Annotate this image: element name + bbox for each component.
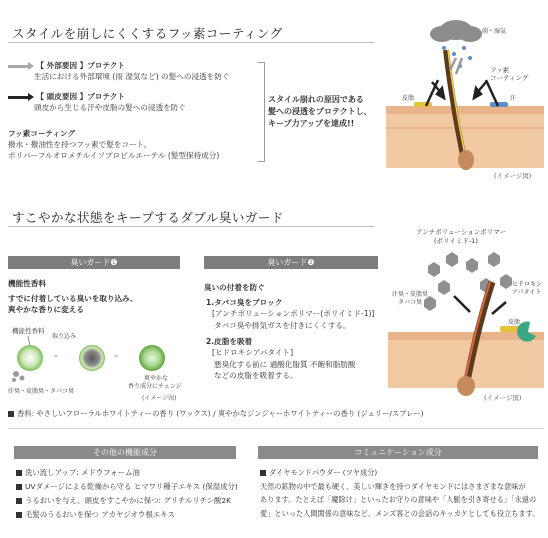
coating-desc2: ポリパーフルオロメチルイソプロピルエーテル (髪型保持成分) [8,151,220,160]
sweat-patch [490,102,508,107]
other-items-list [16,466,238,522]
guard2-title: 臭いの付着を防ぐ [204,283,265,292]
sebum-patch [500,326,520,332]
guard1-desc1: すでに付着している臭いを取り込み、 [8,294,138,303]
external-label: 【 外部要因 】プロテクト [36,61,125,70]
section2-rule [8,226,374,227]
scalp-factor [8,91,125,102]
list-item: 洗い流しアップ: メドウフォーム油 [16,466,238,480]
bullet-icon [16,498,22,504]
sebum-patch [414,102,432,107]
odor-label2: タバコ臭 [398,299,422,306]
coating-title: フッ素コーティング [8,129,76,138]
scent-note [8,408,424,419]
bullet-icon [16,484,22,490]
rain-label: 雨・湿気 [482,28,507,35]
callout [268,94,372,130]
smoke-particles [424,252,512,311]
guard1-caption: (イメージ図) [142,395,177,402]
skin-surface [386,106,544,114]
list-item: うるおいを与え、頭皮をすこやかに保つ: グリチルリチン酸2K [16,494,238,508]
scalp-label: 【 頭皮要因 】プロテクト [36,92,125,101]
bullet-icon [16,470,22,476]
fresh-capsule-icon [139,345,165,371]
coating-desc1: 撥水・撥油性を持つフッ素で髪をコート。 [8,140,152,149]
arrow-shaft-icon [8,65,28,68]
external-desc: 生活における外部環境 (雨 湿気など) の髪への浸透を防ぐ [34,72,230,81]
comm-header: コミュニケーション成分 [258,446,538,459]
coating-label2: コーティング [490,74,529,82]
absorbing-capsule-icon [79,345,105,371]
guard1-desc2: 爽やかな香りに変える [8,305,84,314]
guard2-item2-desc2: などの皮脂を吸着する。 [214,371,298,380]
external-factor [8,60,125,71]
hair-root [457,376,475,396]
sebum-label: 皮脂 [508,319,521,326]
guard1-title: 機能性香料 [8,279,46,288]
callout-line1: スタイル崩れの原因である [268,95,364,104]
hydroxy-label2: アパタイト [512,289,542,296]
guard1-header: 臭いガード❶ [8,256,180,269]
section2-title: すこやかな状態をキープするダブル臭いガード [12,210,284,225]
section1-title: スタイルを崩しにくくするフッ素コーティング [12,26,283,41]
hydroxy-label1: ヒドロキシ [512,281,542,288]
fragrance-capsule-icon [17,345,43,371]
section1-rule [8,42,374,43]
fragrance-illustration [6,318,196,408]
odor-label: 汗臭・皮脂臭・タバコ臭 [8,388,74,395]
scent-note-text: 香料: やさしいフローラルホワイトティーの香り (ワックス) / 爽やかなジンジャーホワイトティーの香り (ジェリー/スプレー) [17,409,424,418]
blocked-arrows [426,80,498,106]
arrow-shaft-icon [8,96,28,99]
comm-desc2: あります。たとえば「魔除け」といったお守りの意味や「人脈を引き寄せる」「永遠の [260,495,537,504]
hair-coating-illustration [386,10,544,182]
take-in-label: 取り込み [52,333,77,340]
odor-label1: 汗臭・皮脂臭 [392,291,429,298]
guard2-item1-sub: [アンチポリューションポリマー(ポリイミド-1)] [212,309,375,318]
arrow-right-icon [28,93,34,101]
comm-desc1: 天然の鉱物の中で最も硬く、美しい輝きを持つダイヤモンドにはさまざまな意味が [260,481,526,491]
change-label1: 爽やかな [144,375,169,382]
fragrance-label: 機能性香料 [12,327,45,335]
guard2-item1: 1.タバコ臭をブロック [206,298,283,307]
comm-title: ダイヤモンドパウダー (ツヤ成分) [260,466,539,480]
sebum-label: 皮脂 [402,95,415,102]
guard2-item2-sub: [ヒドロキシアパタイト] [212,348,294,357]
list-item: 毛髪のうるおいを保つ アカヤジオウ根エキス [16,508,238,522]
scalp-desc: 頭皮から生じる汗や皮脂の髪への浸透を防ぐ [34,103,186,112]
arrow-right-icon [28,62,34,70]
bullet-icon [260,470,266,476]
sweat-label: 汗 [510,95,517,102]
divider [8,428,544,429]
callout-line3: キープ力アップを達成!! [268,119,355,128]
odor-particles [12,371,25,382]
polymer-label2: (ポリイミド-1) [434,237,478,245]
guard2-item2: 2.皮脂を吸着 [206,337,253,346]
list-item: UVダメージによる乾燥から守る ヒマワリ種子エキス (保湿成分) [16,480,238,494]
bullet-icon [8,411,14,417]
polymer-label1: アンチポリューションポリマー [416,228,507,236]
other-header: その他の機能成分 [14,446,236,459]
bracket [258,62,265,162]
comm-block [260,466,539,520]
guard2-item1-desc: タバコ臭や排気ガスを付きにくくする。 [214,321,351,330]
odor-guard-illustration [388,226,544,406]
chevron-icon: » [54,352,59,360]
guard2-item2-desc1: 悪臭化する前に 過酸化脂質 不飽和脂肪酸 [214,360,356,369]
coating-label1: フッ素 [490,66,510,74]
change-label2: 香り成分にチェンジ [128,383,182,390]
chevron-icon: » [114,352,119,360]
fig1-caption: (イメージ図) [494,172,532,180]
cloud-icon [430,20,482,42]
fig2-caption: (イメージ図) [484,394,522,402]
hair-root [458,150,474,170]
callout-line2: 髪への浸透をプロテクトし、 [268,107,372,116]
comm-desc3: 愛」といった人間関係の意味など、メンズ客との会話のキッカケとしても役立ちます。 [260,508,540,518]
guard2-header: 臭いガード❷ [204,256,378,269]
bullet-icon [16,512,22,518]
